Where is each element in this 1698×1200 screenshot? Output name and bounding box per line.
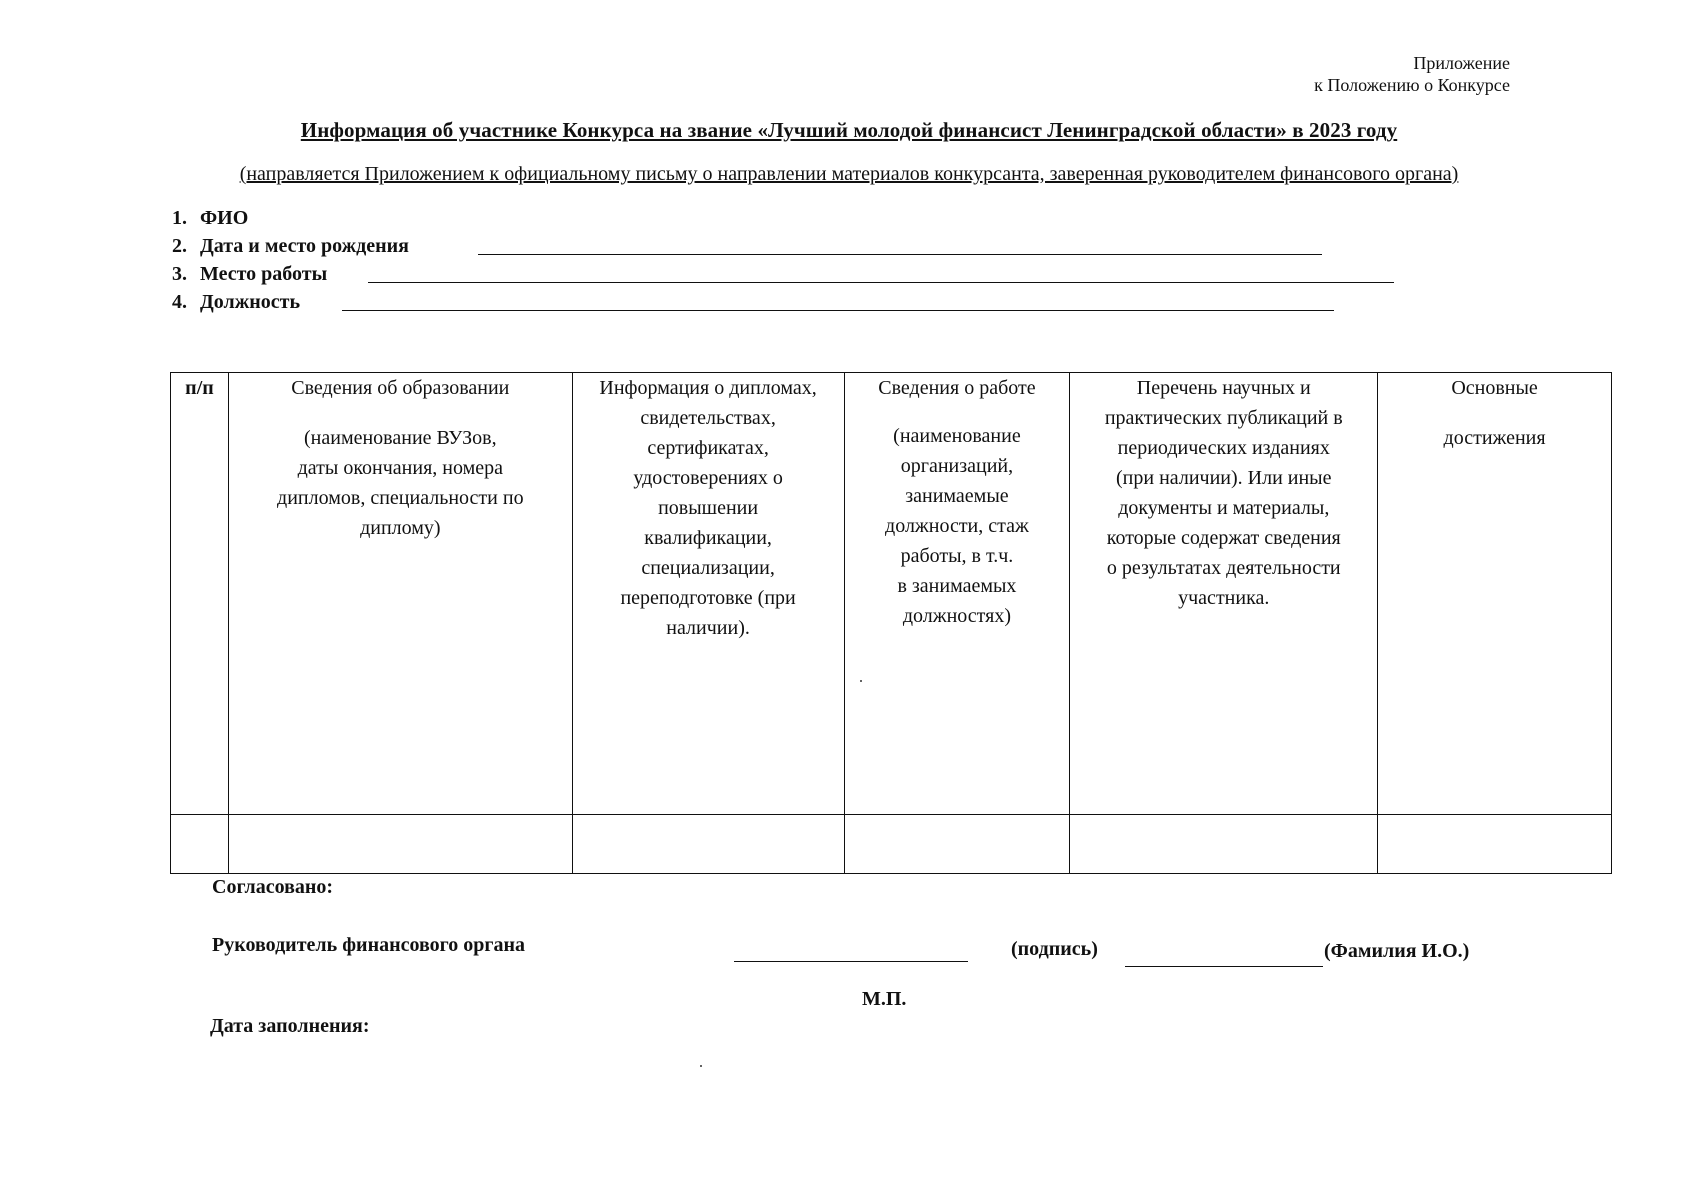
diplomas-line: переподготовке (при [620, 587, 796, 609]
field-fio [172, 204, 409, 232]
annex-line-2: к Положению о Конкурсе [1314, 75, 1510, 95]
cell-achievements[interactable] [1378, 814, 1612, 873]
signature-line[interactable] [734, 961, 968, 962]
head-of-finance-label: Руководитель финансового органа [212, 934, 525, 956]
work-title: Сведения о работе [878, 377, 1036, 399]
document-title: Информация об участнике Конкурса на звание «Лучший молодой финансист Ленинградской области» в 2023 году [300, 118, 1398, 142]
position-fill-line[interactable] [342, 310, 1334, 311]
field-workplace [172, 260, 409, 288]
diplomas-line: наличии). [666, 617, 750, 639]
cell-number[interactable] [171, 814, 229, 873]
diplomas-line: специализации, [641, 557, 775, 579]
diplomas-line: Информация о дипломах, [599, 377, 817, 399]
work-detail-line: организаций, [900, 455, 1014, 477]
diplomas-line: сертификатах, [647, 437, 769, 459]
table-row [171, 814, 1612, 873]
education-detail-line: диплому) [360, 517, 441, 539]
field-number: 2. [172, 235, 187, 257]
diplomas-line: свидетельствах, [640, 407, 776, 429]
work-detail-line: работы, в т.ч. [900, 545, 1014, 567]
cell-publications[interactable] [1070, 814, 1378, 873]
publications-line: участника. [1178, 587, 1270, 609]
field-position [172, 288, 409, 316]
scan-speck [860, 680, 862, 682]
diplomas-line: удостоверениях о [633, 467, 783, 489]
field-number: 4. [172, 291, 187, 313]
fill-date-label: Дата заполнения: [210, 1015, 370, 1037]
publications-line: Перечень научных и [1136, 377, 1311, 399]
cell-work[interactable] [844, 814, 1070, 873]
work-detail-line: в занимаемых [897, 575, 1017, 597]
header-work [844, 373, 1070, 815]
participant-info-table [170, 372, 1612, 874]
work-detail-line: (наименование [893, 425, 1021, 447]
achievements-line: достижения [1443, 427, 1546, 449]
document-subtitle: (направляется Приложением к официальному письму о направлении материалов конкурсанта, заверенная руководителем финансового органа) [239, 163, 1459, 185]
publications-line: практических публикаций в [1104, 407, 1343, 429]
publications-line: периодических изданиях [1117, 437, 1330, 459]
workplace-fill-line[interactable] [368, 282, 1394, 283]
header-education [228, 373, 572, 815]
signature-label: (подпись) [1011, 938, 1098, 960]
publications-line: которые содержат сведения [1106, 527, 1341, 549]
work-detail-line: должностях) [902, 605, 1011, 627]
birth-fill-line[interactable] [478, 254, 1322, 255]
annex-line-1: Приложение [1413, 53, 1510, 73]
scan-speck [700, 1065, 702, 1067]
cell-education[interactable] [228, 814, 572, 873]
field-label: Дата и место рождения [200, 235, 410, 257]
name-line[interactable] [1125, 966, 1323, 967]
achievements-line: Основные [1451, 377, 1538, 399]
signature-row [0, 934, 1698, 970]
field-label: Должность [200, 291, 301, 313]
education-detail-line: (наименование ВУЗов, [304, 427, 497, 449]
field-number: 1. [172, 207, 187, 229]
fio-label: (Фамилия И.О.) [1324, 940, 1470, 962]
publications-line: о результатах деятельности [1106, 557, 1341, 579]
field-label: ФИО [200, 207, 249, 229]
publications-line: (при наличии). Или иные [1116, 467, 1332, 489]
education-detail-line: дипломов, специальности по [277, 487, 524, 509]
annex-reference [1314, 52, 1510, 96]
education-detail-line: даты окончания, номера [297, 457, 503, 479]
work-detail-line: должности, стаж [885, 515, 1029, 537]
agreed-label: Согласовано: [212, 876, 334, 898]
field-label: Место работы [200, 263, 328, 285]
diplomas-line: повышении [658, 497, 759, 519]
diplomas-line: квалификации, [644, 527, 772, 549]
cell-diplomas[interactable] [572, 814, 844, 873]
header-number: п/п [171, 373, 229, 815]
participant-fields [172, 204, 409, 316]
work-detail-line: занимаемые [905, 485, 1009, 507]
header-diplomas [572, 373, 844, 815]
field-number: 3. [172, 263, 187, 285]
publications-line: документы и материалы, [1118, 497, 1330, 519]
field-birth [172, 232, 409, 260]
education-title: Сведения об образовании [291, 377, 510, 399]
table-header-row [171, 373, 1612, 815]
stamp-place-label: М.П. [862, 988, 907, 1010]
header-achievements [1378, 373, 1612, 815]
header-publications [1070, 373, 1378, 815]
